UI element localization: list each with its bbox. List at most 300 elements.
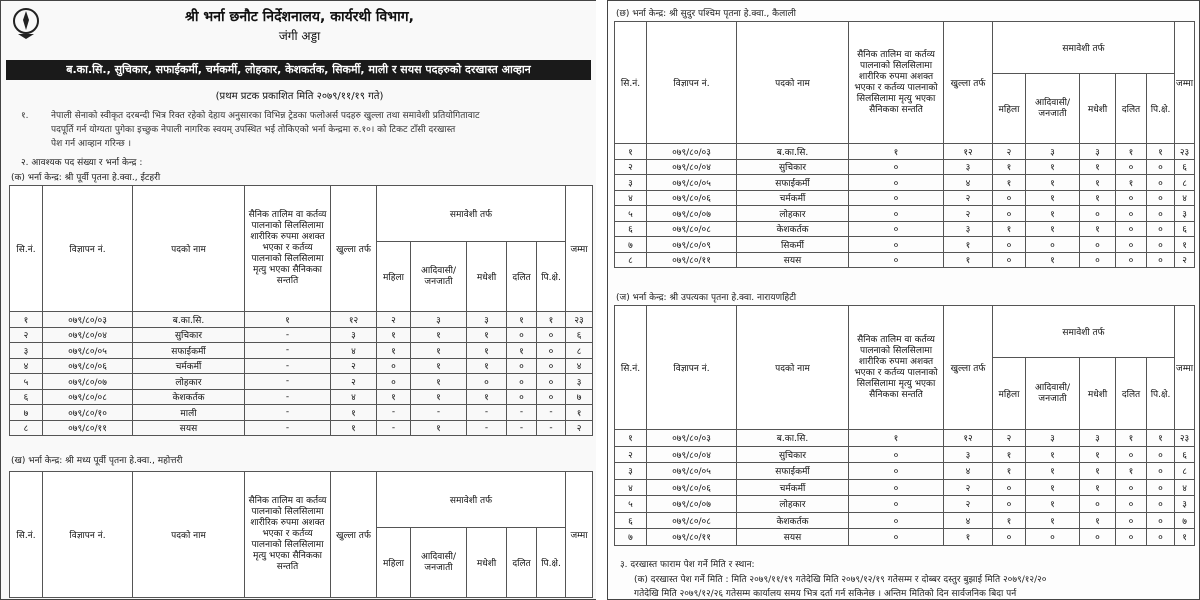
table-cell: १: [1080, 512, 1116, 529]
table-row: [615, 496, 1195, 513]
table-cell: लोहकार: [737, 206, 849, 222]
header-adv: विज्ञापन नं.: [43, 472, 133, 598]
header-inclusive: समावेशी तर्फ: [377, 472, 566, 528]
table-cell: ३: [1175, 206, 1195, 222]
table-cell: १: [849, 430, 944, 447]
header-sn: सि.नं.: [10, 472, 43, 598]
table-cell: ०: [1116, 159, 1147, 175]
header-post: पदको नाम: [133, 186, 245, 312]
table-cell: ०७९/८०/०५: [43, 343, 133, 359]
header-total: जम्मा: [1175, 306, 1195, 430]
table-cell: ०७९/८०/०४: [647, 159, 737, 175]
table-cell: १: [331, 405, 377, 421]
table-cell: १: [1026, 190, 1080, 206]
table-cell: ०७९/८०/०३: [43, 312, 133, 328]
table-cell: १: [1175, 529, 1195, 546]
table-cell: चर्मकर्मी: [737, 479, 849, 496]
table-cell: १: [411, 374, 467, 390]
table-cell: २: [993, 430, 1026, 447]
table-cell: १: [1080, 446, 1116, 463]
header-post: पदको नाम: [737, 306, 849, 430]
table-cell: ०: [1116, 512, 1147, 529]
table-cell: १: [411, 358, 467, 374]
table-cell: ३: [411, 312, 467, 328]
table-cell: सफाईकर्मी: [737, 175, 849, 191]
table-cell: २३: [566, 312, 593, 328]
table-cell: १: [537, 312, 566, 328]
table-cell: १: [993, 175, 1026, 191]
header-post: पदको नाम: [737, 22, 849, 144]
paragraph-line: पेश गर्न आव्हान गरिन्छ ।: [51, 139, 132, 149]
table-cell: ०७९/८०/११: [43, 420, 133, 436]
table-cell: २: [10, 327, 43, 343]
table-cell: १: [507, 343, 537, 359]
table-cell: ०: [1080, 237, 1116, 253]
table-cell: ५: [10, 374, 43, 390]
table-cell: १२: [944, 430, 993, 447]
table-cell: सयस: [737, 529, 849, 546]
table-row: [10, 358, 593, 374]
header-dalit: दलित: [1116, 358, 1147, 430]
table-cell: १: [411, 420, 467, 436]
table-cell: २: [615, 446, 647, 463]
table-cell: २: [944, 190, 993, 206]
table-cell: ०: [1147, 237, 1175, 253]
paragraph-number: १.: [21, 111, 29, 121]
header-total: जम्मा: [566, 472, 593, 598]
table-row: [615, 206, 1195, 222]
table-cell: ६: [1175, 221, 1195, 237]
table-cell: २: [615, 159, 647, 175]
header-military: सैनिक तालिम वा कर्तव्य पालनाको सिलसिलामा शारीरिक रुपमा अशक्त भएका र कर्तव्य पालनाको सिलसिलामा मृत्यु भएका सैनिकका सन्तति: [849, 22, 944, 144]
table-cell: ०: [537, 343, 566, 359]
table-cell: -: [245, 358, 331, 374]
left-notice-panel: [0, 0, 597, 600]
table-cell: -: [507, 405, 537, 421]
table-cell: १: [1026, 463, 1080, 480]
table-cell: १: [10, 312, 43, 328]
table-cell: माली: [133, 405, 245, 421]
header-military: सैनिक तालिम वा कर्तव्य पालनाको सिलसिलामा शारीरिक रुपमा अशक्त भएका र कर्तव्य पालनाको सिलसिलामा मृत्यु भएका सैनिकका सन्तति: [245, 472, 331, 598]
table-cell: १: [1026, 175, 1080, 191]
table-row: [10, 312, 593, 328]
table-cell: ०: [849, 252, 944, 268]
posts-heading: २. आवश्यक पद संख्या र भर्ना केन्द्र :: [21, 158, 143, 168]
table-cell: ०७९/८०/०४: [43, 327, 133, 343]
center-table-ka: [9, 185, 593, 436]
table-cell: २: [944, 206, 993, 222]
table-cell: ०: [1116, 237, 1147, 253]
table-cell: ४: [331, 389, 377, 405]
table-cell: १: [1080, 221, 1116, 237]
table-cell: ०: [849, 512, 944, 529]
table-row: [615, 190, 1195, 206]
header-sn: सि.नं.: [10, 186, 43, 312]
table-cell: ०: [993, 206, 1026, 222]
table-cell: ०७९/८०/०३: [647, 430, 737, 447]
table-cell: १: [1026, 206, 1080, 222]
table-cell: ०: [1147, 252, 1175, 268]
table-row: [615, 430, 1195, 447]
table-cell: २३: [1175, 144, 1195, 160]
header-pk: पि.क्षे.: [1147, 74, 1175, 144]
table-cell: -: [245, 343, 331, 359]
table-cell: ४: [944, 463, 993, 480]
table-cell: १२: [944, 144, 993, 160]
table-cell: २३: [1175, 430, 1195, 447]
table-cell: ३: [1080, 144, 1116, 160]
table-cell: १: [993, 512, 1026, 529]
header-madhesi: मधेशी: [1080, 74, 1116, 144]
table-cell: १: [615, 144, 647, 160]
table-cell: ०: [507, 389, 537, 405]
table-cell: १: [849, 144, 944, 160]
header-dalit: दलित: [507, 242, 537, 312]
table-cell: १: [944, 529, 993, 546]
table-cell: लोहकार: [133, 374, 245, 390]
published-date: (प्रथम प्रटक प्रकाशित मिति २०७९/११/१९ गते): [215, 91, 384, 102]
table-cell: ०: [507, 327, 537, 343]
table-cell: ०: [993, 237, 1026, 253]
center-label-ka: (क) भर्ना केन्द्र: श्री पूर्वी पृतना हे.क्वा., ईटहरी: [11, 173, 161, 183]
table-cell: -: [377, 420, 411, 436]
header-women: महिला: [993, 358, 1026, 430]
right-notice-panel: [607, 0, 1200, 600]
table-cell: चर्मकर्मी: [133, 358, 245, 374]
table-cell: ०: [849, 221, 944, 237]
table-row: [10, 389, 593, 405]
table-cell: केशकर्तक: [737, 221, 849, 237]
table-cell: ०: [1147, 190, 1175, 206]
table-cell: ६: [1175, 446, 1195, 463]
header-open: खुल्ला तर्फ: [944, 306, 993, 430]
header-military: सैनिक तालिम वा कर्तव्य पालनाको सिलसिलामा शारीरिक रुपमा अशक्त भएका र कर्तव्य पालनाको सिलसिलामा मृत्यु भएका सैनिकका सन्तति: [849, 306, 944, 430]
table-cell: ०: [537, 389, 566, 405]
table-row: [615, 252, 1195, 268]
table-row: [615, 144, 1195, 160]
table-cell: ८: [566, 343, 593, 359]
table-cell: ४: [944, 175, 993, 191]
table-cell: -: [507, 420, 537, 436]
table-cell: १: [1080, 190, 1116, 206]
table-cell: ०: [1116, 206, 1147, 222]
table-cell: ०: [1080, 206, 1116, 222]
header-adv: विज्ञापन नं.: [647, 22, 737, 144]
table-cell: १: [1116, 175, 1147, 191]
table-cell: ०: [1147, 159, 1175, 175]
table-cell: ८: [1175, 463, 1195, 480]
table-cell: २: [566, 420, 593, 436]
header-adibasi: आदिवासी/ जनजाती: [1026, 74, 1080, 144]
table-cell: ३: [331, 327, 377, 343]
table-cell: ०: [1116, 529, 1147, 546]
table-row: [10, 343, 593, 359]
paragraph-line: नेपाली सेनाको स्वीकृत दरबन्दी भित्र रिक्त रहेको देहाय अनुसारका विभिन्न ट्रेडका फलोअर्स पदहरु खुल्ला तथा समावेशी प्रतियोगितावाट: [51, 111, 480, 121]
center-table-ja: [614, 305, 1195, 546]
table-cell: १२: [331, 312, 377, 328]
table-cell: ६: [566, 327, 593, 343]
table-cell: ०७९/८०/०७: [647, 496, 737, 513]
table-row: [615, 479, 1195, 496]
table-cell: १: [1175, 237, 1195, 253]
table-cell: ०: [1147, 496, 1175, 513]
table-cell: १: [411, 327, 467, 343]
header-adv: विज्ञापन नं.: [647, 306, 737, 430]
table-cell: -: [245, 389, 331, 405]
table-cell: ३: [944, 159, 993, 175]
header-open: खुल्ला तर्फ: [944, 22, 993, 144]
table-cell: ०: [849, 206, 944, 222]
table-cell: ०७९/८०/०३: [647, 144, 737, 160]
header-adibasi: आदिवासी/ जनजाती: [1026, 358, 1080, 430]
submission-heading: ३. दरखास्त फाराम पेश गर्ने मिति र स्थान:: [620, 560, 755, 570]
table-cell: ०: [1116, 190, 1147, 206]
table-cell: १: [944, 252, 993, 268]
table-cell: ०: [993, 479, 1026, 496]
table-cell: ४: [615, 190, 647, 206]
table-cell: ०७९/८०/०७: [43, 374, 133, 390]
table-cell: ३: [615, 175, 647, 191]
table-cell: २: [1175, 252, 1195, 268]
header-inclusive: समावेशी तर्फ: [377, 186, 566, 242]
table-cell: -: [245, 420, 331, 436]
header-dalit: दलित: [1116, 74, 1147, 144]
table-cell: ६: [10, 389, 43, 405]
table-cell: ०: [849, 159, 944, 175]
header-adibasi: आदिवासी/ जनजाती: [411, 242, 467, 312]
header-women: महिला: [993, 74, 1026, 144]
table-cell: १: [467, 327, 507, 343]
table-cell: १: [1147, 430, 1175, 447]
table-cell: चर्मकर्मी: [737, 190, 849, 206]
intro-paragraph: [21, 109, 480, 151]
table-cell: ०: [507, 358, 537, 374]
header-madhesi: मधेशी: [467, 242, 507, 312]
table-cell: १: [993, 221, 1026, 237]
table-cell: ०७९/८०/०८: [647, 512, 737, 529]
table-cell: सुचिकार: [737, 446, 849, 463]
table-cell: केशकर्तक: [133, 389, 245, 405]
table-cell: १: [1026, 159, 1080, 175]
table-cell: १: [1026, 221, 1080, 237]
header-total: जम्मा: [566, 186, 593, 312]
table-cell: १: [993, 463, 1026, 480]
table-cell: सुचिकार: [737, 159, 849, 175]
table-cell: ०: [1116, 252, 1147, 268]
center-table-kha: [9, 471, 593, 598]
paragraph-line: पदपूर्ति गर्न योग्यता पुगेका इच्छुक नेपाली नागरिक स्वयम् उपस्थित भई तोकिएको भर्ना केन्द्रमा रु.१०। को टिकट टाँसी दरखास्त: [51, 125, 456, 135]
table-cell: ३: [1026, 430, 1080, 447]
office-subtitle: जंगी अड्डा: [278, 29, 321, 43]
table-cell: ०: [537, 358, 566, 374]
table-cell: २: [331, 374, 377, 390]
header-inclusive: समावेशी तर्फ: [993, 22, 1175, 74]
table-cell: ६: [615, 512, 647, 529]
table-cell: सुचिकार: [133, 327, 245, 343]
table-cell: ०: [1026, 237, 1080, 253]
table-cell: १: [1147, 144, 1175, 160]
table-cell: ०: [849, 496, 944, 513]
table-cell: लोहकार: [737, 496, 849, 513]
table-cell: ३: [1080, 430, 1116, 447]
table-row: [10, 420, 593, 436]
table-cell: ३: [10, 343, 43, 359]
center-table-chha: [614, 21, 1195, 268]
header-dalit: दलित: [507, 528, 537, 598]
table-cell: १: [993, 446, 1026, 463]
table-cell: ०७९/८०/०८: [647, 221, 737, 237]
header-post: पदको नाम: [133, 472, 245, 598]
table-cell: ३: [566, 374, 593, 390]
table-cell: ०: [537, 374, 566, 390]
table-cell: -: [377, 405, 411, 421]
table-cell: ६: [1175, 159, 1195, 175]
table-cell: ४: [566, 358, 593, 374]
table-cell: १: [1026, 479, 1080, 496]
table-cell: सिकर्मी: [737, 237, 849, 253]
table-cell: ०: [1026, 529, 1080, 546]
table-cell: ०: [1147, 529, 1175, 546]
table-cell: सयस: [133, 420, 245, 436]
table-cell: ७: [10, 405, 43, 421]
table-cell: ०: [507, 374, 537, 390]
table-cell: १: [377, 389, 411, 405]
table-cell: ०: [1080, 252, 1116, 268]
table-cell: -: [245, 327, 331, 343]
table-cell: ०७९/८०/०६: [647, 190, 737, 206]
table-cell: १: [1026, 252, 1080, 268]
table-cell: ४: [615, 479, 647, 496]
table-cell: ०: [377, 358, 411, 374]
table-cell: ०७९/८०/१०: [43, 405, 133, 421]
header-women: महिला: [377, 528, 411, 598]
table-row: [615, 463, 1195, 480]
table-cell: सयस: [737, 252, 849, 268]
table-cell: ४: [1175, 479, 1195, 496]
vacancy-notice-band: ब.का.सि., सुचिकार, सफाईकर्मी, चर्मकर्मी, लोहकार, केशकर्तक, सिकर्मी, माली र सयस पदहरुको दरखास्त आव्हान: [6, 60, 591, 80]
header-open: खुल्ला तर्फ: [331, 186, 377, 312]
table-cell: ०: [1080, 496, 1116, 513]
table-cell: -: [245, 374, 331, 390]
table-cell: ०७९/८०/०७: [647, 206, 737, 222]
table-cell: १: [1080, 175, 1116, 191]
table-row: [10, 327, 593, 343]
table-cell: १: [944, 237, 993, 253]
table-cell: ४: [944, 512, 993, 529]
table-cell: ०: [1147, 206, 1175, 222]
table-cell: ०: [993, 496, 1026, 513]
table-cell: १: [411, 389, 467, 405]
header-pk: पि.क्षे.: [1147, 358, 1175, 430]
table-cell: ०: [1116, 496, 1147, 513]
office-title: श्री भर्ना छनौट निर्देशनालय, कार्यरथी विभाग,: [185, 9, 414, 25]
table-cell: ०: [1080, 529, 1116, 546]
table-cell: ०७९/८०/११: [647, 252, 737, 268]
table-cell: १: [245, 312, 331, 328]
table-cell: ०७९/८०/०६: [43, 358, 133, 374]
table-cell: ४: [331, 343, 377, 359]
table-cell: केशकर्तक: [737, 512, 849, 529]
table-cell: ७: [615, 529, 647, 546]
table-cell: २: [331, 358, 377, 374]
table-cell: १: [377, 327, 411, 343]
table-cell: -: [411, 405, 467, 421]
header-pk: पि.क्षे.: [537, 528, 566, 598]
center-label-ja: (ज) भर्ना केन्द्र: श्री उपत्यका पृतना हे.क्वा. नारायणहिटी: [616, 293, 797, 303]
table-cell: ०: [537, 327, 566, 343]
table-cell: ०७९/८०/११: [647, 529, 737, 546]
table-cell: ०: [377, 374, 411, 390]
table-cell: ०: [1147, 175, 1175, 191]
table-cell: ३: [467, 312, 507, 328]
table-cell: १: [615, 430, 647, 447]
table-cell: ०: [993, 529, 1026, 546]
table-cell: ०: [1147, 221, 1175, 237]
header-inclusive: समावेशी तर्फ: [993, 306, 1175, 358]
header-adv: विज्ञापन नं.: [43, 186, 133, 312]
table-cell: ०७९/८०/०५: [647, 463, 737, 480]
table-cell: ०: [1116, 479, 1147, 496]
table-cell: ८: [10, 420, 43, 436]
table-cell: १: [1026, 446, 1080, 463]
table-cell: ३: [615, 463, 647, 480]
table-row: [615, 512, 1195, 529]
table-cell: ०: [849, 446, 944, 463]
submission-date-line: (क) दरखास्त पेश गर्ने मिति : मिति २०७९/११/१९ गतेदेखि मिति २०७९/१२/१९ गतेसम्म र दोब्बर दस्तुर बुझाई मिति २०७९/१२/२०: [634, 575, 1047, 585]
header-madhesi: मधेशी: [1080, 358, 1116, 430]
table-cell: ४: [10, 358, 43, 374]
table-cell: ०: [1147, 512, 1175, 529]
table-cell: १: [1116, 463, 1147, 480]
table-cell: ०: [849, 237, 944, 253]
table-cell: ब.का.सि.: [737, 144, 849, 160]
table-cell: १: [1080, 463, 1116, 480]
table-row: [615, 221, 1195, 237]
table-row: [615, 159, 1195, 175]
table-cell: -: [537, 405, 566, 421]
table-cell: सफाईकर्मी: [737, 463, 849, 480]
table-cell: ३: [1175, 496, 1195, 513]
table-cell: १: [1026, 512, 1080, 529]
table-row: [10, 374, 593, 390]
table-cell: ०: [1147, 479, 1175, 496]
table-cell: ४: [1175, 190, 1195, 206]
table-cell: -: [245, 405, 331, 421]
table-cell: ०: [993, 252, 1026, 268]
table-cell: सफाईकर्मी: [133, 343, 245, 359]
table-cell: ०: [1147, 463, 1175, 480]
table-cell: ०: [849, 175, 944, 191]
table-cell: १: [1026, 496, 1080, 513]
table-cell: ०: [1116, 446, 1147, 463]
header-sn: सि.नं.: [615, 306, 647, 430]
table-cell: ०: [467, 374, 507, 390]
table-cell: १: [1080, 479, 1116, 496]
table-cell: १: [467, 358, 507, 374]
table-cell: ५: [615, 206, 647, 222]
header-sn: सि.नं.: [615, 22, 647, 144]
table-cell: ३: [944, 446, 993, 463]
table-cell: ०७९/८०/०९: [647, 237, 737, 253]
table-cell: -: [537, 420, 566, 436]
table-cell: १: [377, 343, 411, 359]
table-cell: १: [993, 159, 1026, 175]
table-cell: ०: [849, 529, 944, 546]
table-cell: ८: [1175, 175, 1195, 191]
table-cell: ०: [849, 190, 944, 206]
table-cell: -: [467, 420, 507, 436]
table-row: [615, 446, 1195, 463]
